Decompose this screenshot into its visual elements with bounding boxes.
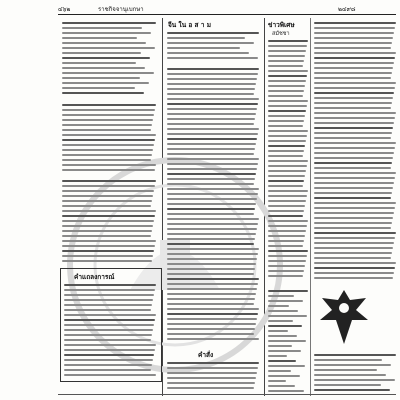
text-line [314, 197, 391, 199]
text-line [268, 290, 308, 292]
text-line [167, 333, 254, 335]
text-line [62, 27, 142, 29]
text-line [167, 93, 254, 95]
text-line [268, 180, 304, 182]
text-line [314, 72, 392, 74]
text-line [62, 77, 140, 79]
text-line [167, 183, 254, 185]
text-line [268, 195, 307, 197]
text-line [62, 62, 136, 64]
text-line [167, 288, 257, 290]
text-line [268, 370, 291, 372]
text-line [167, 273, 254, 275]
text-line [62, 114, 154, 116]
text-line [62, 245, 155, 247]
text-line [62, 67, 145, 69]
text-line [268, 225, 307, 227]
text-line [62, 190, 154, 192]
text-line [268, 375, 300, 377]
text-line [314, 354, 396, 356]
text-line [268, 200, 306, 202]
garuda-emblem-icon [316, 286, 372, 348]
text-line [314, 389, 390, 391]
text-line [268, 275, 303, 277]
text-line [167, 178, 255, 180]
text-line [268, 270, 304, 272]
text-line [64, 314, 156, 316]
text-line [268, 135, 307, 137]
text-line [268, 390, 304, 392]
text-line [268, 255, 307, 257]
text-line [62, 235, 151, 237]
text-line [167, 238, 255, 240]
text-line [314, 37, 393, 39]
text-line [268, 40, 308, 42]
text-line [268, 120, 304, 122]
text-line [314, 152, 394, 154]
text-line [167, 73, 258, 75]
text-line [62, 139, 155, 141]
text-line [314, 272, 394, 274]
text-line [268, 250, 308, 252]
text-line [268, 170, 306, 172]
text-line [62, 22, 156, 24]
text-line [62, 57, 150, 59]
text-line [314, 359, 382, 361]
text-line [167, 78, 257, 80]
text-line [167, 323, 256, 325]
text-line [268, 215, 303, 217]
text-line [167, 377, 256, 379]
text-line [62, 42, 146, 44]
text-line [314, 374, 386, 376]
text-line [167, 382, 255, 384]
text-line [167, 303, 254, 305]
text-line [62, 240, 156, 242]
text-line [64, 284, 156, 286]
text-line [314, 127, 393, 129]
text-line [314, 247, 393, 249]
text-line [167, 248, 259, 250]
text-line [314, 32, 394, 34]
text-line [62, 109, 155, 111]
text-line [62, 119, 153, 121]
text-line [62, 164, 156, 166]
text-line [167, 163, 258, 165]
text-line [268, 115, 305, 117]
text-line [314, 242, 394, 244]
text-line [64, 359, 153, 361]
text-line [268, 185, 303, 187]
text-line [268, 235, 305, 237]
text-line [62, 255, 153, 257]
text-line [64, 299, 153, 301]
text-line [268, 325, 302, 327]
text-line [64, 319, 155, 321]
text-line [62, 87, 135, 89]
issue-year: ๒๔๙๘ [338, 6, 356, 13]
text-line [167, 218, 259, 220]
text-line [167, 173, 256, 175]
text-line [314, 252, 392, 254]
text-line [62, 134, 156, 136]
text-line [62, 185, 155, 187]
text-line [314, 62, 394, 64]
column-3-heading: ข่าวพิเศษ [268, 21, 295, 29]
text-line [314, 167, 391, 169]
text-line [268, 60, 304, 62]
text-line [268, 80, 306, 82]
text-line [314, 97, 393, 99]
text-line [268, 210, 304, 212]
text-line [64, 349, 155, 351]
text-line [314, 22, 396, 24]
text-line [314, 262, 396, 264]
text-line [167, 138, 257, 140]
text-line [314, 122, 394, 124]
text-line [62, 215, 155, 217]
text-line [167, 57, 258, 59]
text-line [64, 374, 156, 376]
text-line [268, 310, 298, 312]
text-line [167, 328, 255, 330]
text-line [314, 157, 393, 159]
text-line [314, 187, 393, 189]
text-line [167, 253, 258, 255]
publication-name: ราชกิจจานุเบกษา [98, 6, 144, 13]
text-line [268, 100, 308, 102]
text-line [268, 360, 296, 362]
text-line [314, 182, 394, 184]
column-divider [310, 18, 311, 396]
text-line [167, 143, 256, 145]
text-line [268, 245, 303, 247]
text-line [268, 50, 306, 52]
masthead [58, 4, 398, 14]
text-line [167, 308, 259, 310]
text-line [167, 52, 249, 54]
text-line [62, 154, 152, 156]
text-line [268, 175, 305, 177]
text-line [167, 68, 259, 70]
text-line [62, 124, 152, 126]
text-line [62, 250, 154, 252]
text-line [167, 42, 254, 44]
text-line [268, 75, 307, 77]
text-line [314, 142, 396, 144]
text-line [268, 265, 305, 267]
text-line [167, 338, 259, 340]
text-line [314, 87, 395, 89]
text-line [62, 52, 141, 54]
text-line [268, 45, 307, 47]
column-2-bottom-heading: คำสั่ง [198, 351, 214, 359]
text-line [268, 130, 308, 132]
text-line [64, 324, 154, 326]
text-line [314, 27, 395, 29]
text-line [167, 293, 256, 295]
text-line [167, 32, 259, 34]
text-line [268, 55, 305, 57]
bottom-rule [58, 394, 396, 395]
text-line [62, 104, 156, 106]
text-line [314, 92, 394, 94]
text-line [314, 47, 391, 49]
text-line [314, 162, 392, 164]
text-line [268, 350, 301, 352]
text-line [64, 369, 151, 371]
text-line [167, 188, 259, 190]
text-line [167, 367, 258, 369]
text-line [62, 200, 152, 202]
text-line [64, 354, 154, 356]
text-line [268, 315, 307, 317]
text-line [167, 83, 256, 85]
text-line [314, 192, 392, 194]
announcement-heading: คำแถลงการณ์ [74, 273, 115, 281]
text-line [167, 193, 258, 195]
text-line [314, 177, 395, 179]
text-line [314, 232, 396, 234]
text-line [62, 72, 154, 74]
text-line [268, 295, 294, 297]
text-line [268, 340, 306, 342]
text-line [268, 165, 307, 167]
text-line [167, 153, 254, 155]
text-line [167, 258, 257, 260]
text-line [268, 300, 303, 302]
text-line [62, 260, 152, 262]
text-line [314, 82, 396, 84]
text-line [314, 77, 391, 79]
text-line [268, 70, 308, 72]
text-line [314, 217, 393, 219]
text-line [268, 305, 289, 307]
text-line [314, 227, 391, 229]
text-line [314, 207, 395, 209]
text-line [314, 212, 394, 214]
text-line [314, 369, 377, 371]
text-line [268, 155, 303, 157]
text-line [167, 88, 255, 90]
text-line [167, 233, 256, 235]
text-line [268, 345, 292, 347]
text-line [268, 240, 304, 242]
text-line [167, 37, 245, 39]
page-number: ๔๖๒ [58, 6, 71, 13]
text-line [62, 82, 149, 84]
text-line [167, 228, 257, 230]
text-line [167, 198, 257, 200]
text-line [167, 362, 259, 364]
text-line [62, 159, 151, 161]
text-line [314, 102, 392, 104]
text-line [268, 105, 307, 107]
text-line [64, 344, 156, 346]
text-line [167, 103, 258, 105]
text-line [64, 364, 152, 366]
text-line [314, 107, 391, 109]
text-line [268, 65, 303, 67]
text-line [167, 283, 258, 285]
text-line [268, 110, 306, 112]
text-line [167, 123, 254, 125]
text-line [62, 37, 137, 39]
text-line [268, 230, 306, 232]
text-line [62, 225, 153, 227]
text-line [268, 95, 303, 97]
text-line [167, 223, 258, 225]
text-line [167, 298, 255, 300]
text-line [62, 47, 155, 49]
text-line [64, 294, 154, 296]
text-line [167, 208, 255, 210]
text-line [62, 169, 155, 171]
text-line [268, 140, 306, 142]
text-line [167, 148, 255, 150]
text-line [167, 133, 258, 135]
text-line [268, 355, 287, 357]
text-line [167, 278, 259, 280]
text-line [62, 129, 151, 131]
text-line [62, 144, 154, 146]
text-line [62, 210, 156, 212]
text-line [268, 380, 286, 382]
text-line [167, 313, 258, 315]
text-line [167, 213, 254, 215]
text-line [268, 160, 308, 162]
text-line [314, 137, 391, 139]
text-line [314, 112, 396, 114]
text-line [268, 385, 295, 387]
text-line [62, 92, 144, 94]
text-line [314, 379, 395, 381]
text-line [268, 205, 305, 207]
text-line [268, 125, 303, 127]
text-line [167, 128, 259, 130]
text-line [167, 263, 256, 265]
text-line [167, 47, 240, 49]
text-line [64, 339, 151, 341]
text-line [314, 222, 392, 224]
text-line [167, 268, 255, 270]
text-line [314, 237, 395, 239]
text-line [314, 147, 395, 149]
column-3-subheading: สมัชชา [272, 31, 290, 37]
text-line [314, 52, 396, 54]
text-line [167, 203, 256, 205]
text-line [62, 149, 153, 151]
text-line [167, 318, 257, 320]
text-line [167, 98, 259, 100]
text-line [314, 132, 392, 134]
text-line [314, 172, 396, 174]
text-line [167, 387, 254, 389]
text-line [64, 334, 152, 336]
text-line [314, 42, 392, 44]
text-line [314, 277, 393, 279]
text-line [314, 257, 391, 259]
text-line [268, 150, 304, 152]
text-line [314, 117, 395, 119]
text-line [167, 118, 255, 120]
text-line [62, 205, 151, 207]
text-line [167, 243, 254, 245]
text-line [314, 267, 395, 269]
text-line [64, 304, 152, 306]
text-line [314, 57, 395, 59]
text-line [167, 168, 257, 170]
text-line [268, 85, 305, 87]
text-line [64, 329, 153, 331]
text-line [64, 309, 151, 311]
text-line [314, 202, 396, 204]
text-line [167, 108, 257, 110]
text-line [314, 384, 381, 386]
text-line [268, 145, 305, 147]
text-line [167, 158, 259, 160]
text-line [62, 32, 151, 34]
text-line [62, 195, 153, 197]
masthead-rule [58, 14, 396, 15]
text-line [314, 364, 391, 366]
text-line [268, 330, 288, 332]
text-line [268, 90, 304, 92]
text-line [62, 180, 156, 182]
text-line [314, 67, 393, 69]
text-line [62, 220, 154, 222]
text-line [167, 113, 256, 115]
text-line [268, 335, 297, 337]
text-line [268, 220, 308, 222]
text-line [268, 320, 293, 322]
text-line [167, 372, 257, 374]
text-line [268, 190, 308, 192]
text-line [62, 230, 152, 232]
column-2-heading: จีน ใน อ ส า ม [168, 21, 211, 29]
text-line [268, 260, 306, 262]
text-line [268, 365, 305, 367]
text-line [64, 289, 155, 291]
